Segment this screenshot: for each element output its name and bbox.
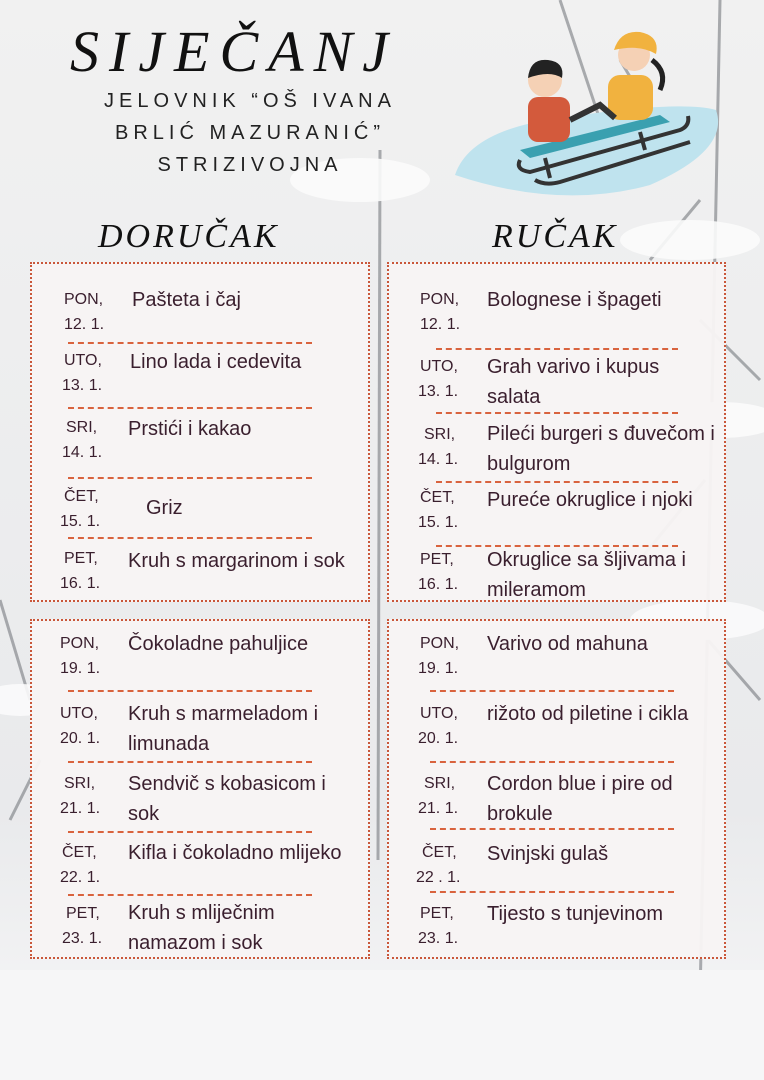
meal-text: Cordon blue i pire od brokule xyxy=(487,773,673,825)
day-label: SRI, xyxy=(64,775,96,792)
day-label: PET, xyxy=(420,551,454,568)
separator xyxy=(68,342,312,344)
date-label: 21. 1. xyxy=(60,800,101,817)
day-label: PON, xyxy=(64,291,104,308)
separator xyxy=(68,537,312,539)
day-label: PET, xyxy=(66,905,100,922)
separator xyxy=(430,828,674,830)
date-label: 15. 1. xyxy=(418,514,459,531)
meal-text: Pašteta i čaj xyxy=(132,289,241,311)
meal-text: Kruh s marmeladom i limunada xyxy=(128,703,319,755)
separator xyxy=(436,412,678,414)
meal-text: Griz xyxy=(146,497,183,519)
page-title: SIJEČANJ xyxy=(70,19,399,84)
separator xyxy=(68,831,312,833)
date-label: 20. 1. xyxy=(60,730,101,747)
meal-text: Čokoladne pahuljice xyxy=(128,633,309,655)
date-label: 23. 1. xyxy=(62,930,103,947)
meal-text: Pileći burgeri s đuvečom i bulgurom xyxy=(487,423,715,475)
separator xyxy=(436,481,678,483)
meal-text: Sendvič s kobasicom i sok xyxy=(128,773,326,825)
meal-text: Kruh s mliječnim namazom i sok xyxy=(128,902,275,954)
subtitle-line-2: BRLIĆ MAZURANIĆ” xyxy=(114,122,385,144)
date-label: 16. 1. xyxy=(60,575,101,592)
separator xyxy=(68,690,312,692)
meal-text: Lino lada i cedevita xyxy=(130,351,302,373)
separator xyxy=(430,690,674,692)
meal-text: rižoto od piletine i cikla xyxy=(487,703,689,725)
meal-text: Tijesto s tunjevinom xyxy=(487,903,663,925)
separator xyxy=(68,477,312,479)
separator xyxy=(436,348,678,350)
date-label: 16. 1. xyxy=(418,576,459,593)
day-label: PET, xyxy=(420,905,454,922)
separator xyxy=(68,407,312,409)
date-label: 14. 1. xyxy=(418,451,459,468)
day-label: ČET, xyxy=(422,844,457,861)
date-label: 22. 1. xyxy=(60,869,101,886)
day-label: PET, xyxy=(64,550,98,567)
breakfast-heading: DORUČAK xyxy=(98,218,280,255)
date-label: 19. 1. xyxy=(418,660,459,677)
separator xyxy=(68,761,312,763)
day-label: PON, xyxy=(60,635,100,652)
meal-text: Prstići i kakao xyxy=(128,418,252,440)
date-label: 21. 1. xyxy=(418,800,459,817)
day-label: ČET, xyxy=(420,489,455,506)
meal-text: Kifla i čokoladno mlijeko xyxy=(128,842,342,864)
day-label: UTO, xyxy=(420,358,458,375)
day-label: PON, xyxy=(420,635,460,652)
date-label: 12. 1. xyxy=(64,316,105,333)
day-label: UTO, xyxy=(420,705,458,722)
meal-text: Okruglice sa šljivama i mileramom xyxy=(487,549,686,601)
day-label: SRI, xyxy=(66,419,98,436)
day-label: UTO, xyxy=(60,705,98,722)
date-label: 23. 1. xyxy=(418,930,459,947)
separator xyxy=(430,761,674,763)
meal-text: Varivo od mahuna xyxy=(487,633,648,655)
meal-text: Grah varivo i kupus salata xyxy=(487,356,660,408)
subtitle-line-1: JELOVNIK “OŠ IVANA xyxy=(104,90,396,112)
date-label: 15. 1. xyxy=(60,513,101,530)
separator xyxy=(430,891,674,893)
meal-text: Bolognese i špageti xyxy=(487,289,662,311)
date-label: 12. 1. xyxy=(420,316,461,333)
date-label: 13. 1. xyxy=(418,383,459,400)
day-label: SRI, xyxy=(424,775,456,792)
day-label: ČET, xyxy=(62,844,97,861)
meal-text: Pureće okruglice i njoki xyxy=(487,489,693,511)
lunch-heading: RUČAK xyxy=(492,218,619,255)
date-label: 14. 1. xyxy=(62,444,103,461)
day-label: UTO, xyxy=(64,352,102,369)
day-label: SRI, xyxy=(424,426,456,443)
meal-text: Svinjski gulaš xyxy=(487,843,609,865)
day-label: PON, xyxy=(420,291,460,308)
separator xyxy=(68,894,312,896)
day-label: ČET, xyxy=(64,488,99,505)
meal-text: Kruh s margarinom i sok xyxy=(128,550,345,572)
subtitle-line-3: STRIZIVOJNA xyxy=(157,154,343,176)
date-label: 13. 1. xyxy=(62,377,103,394)
date-label: 20. 1. xyxy=(418,730,459,747)
date-label: 22 . 1. xyxy=(416,869,461,886)
date-label: 19. 1. xyxy=(60,660,101,677)
